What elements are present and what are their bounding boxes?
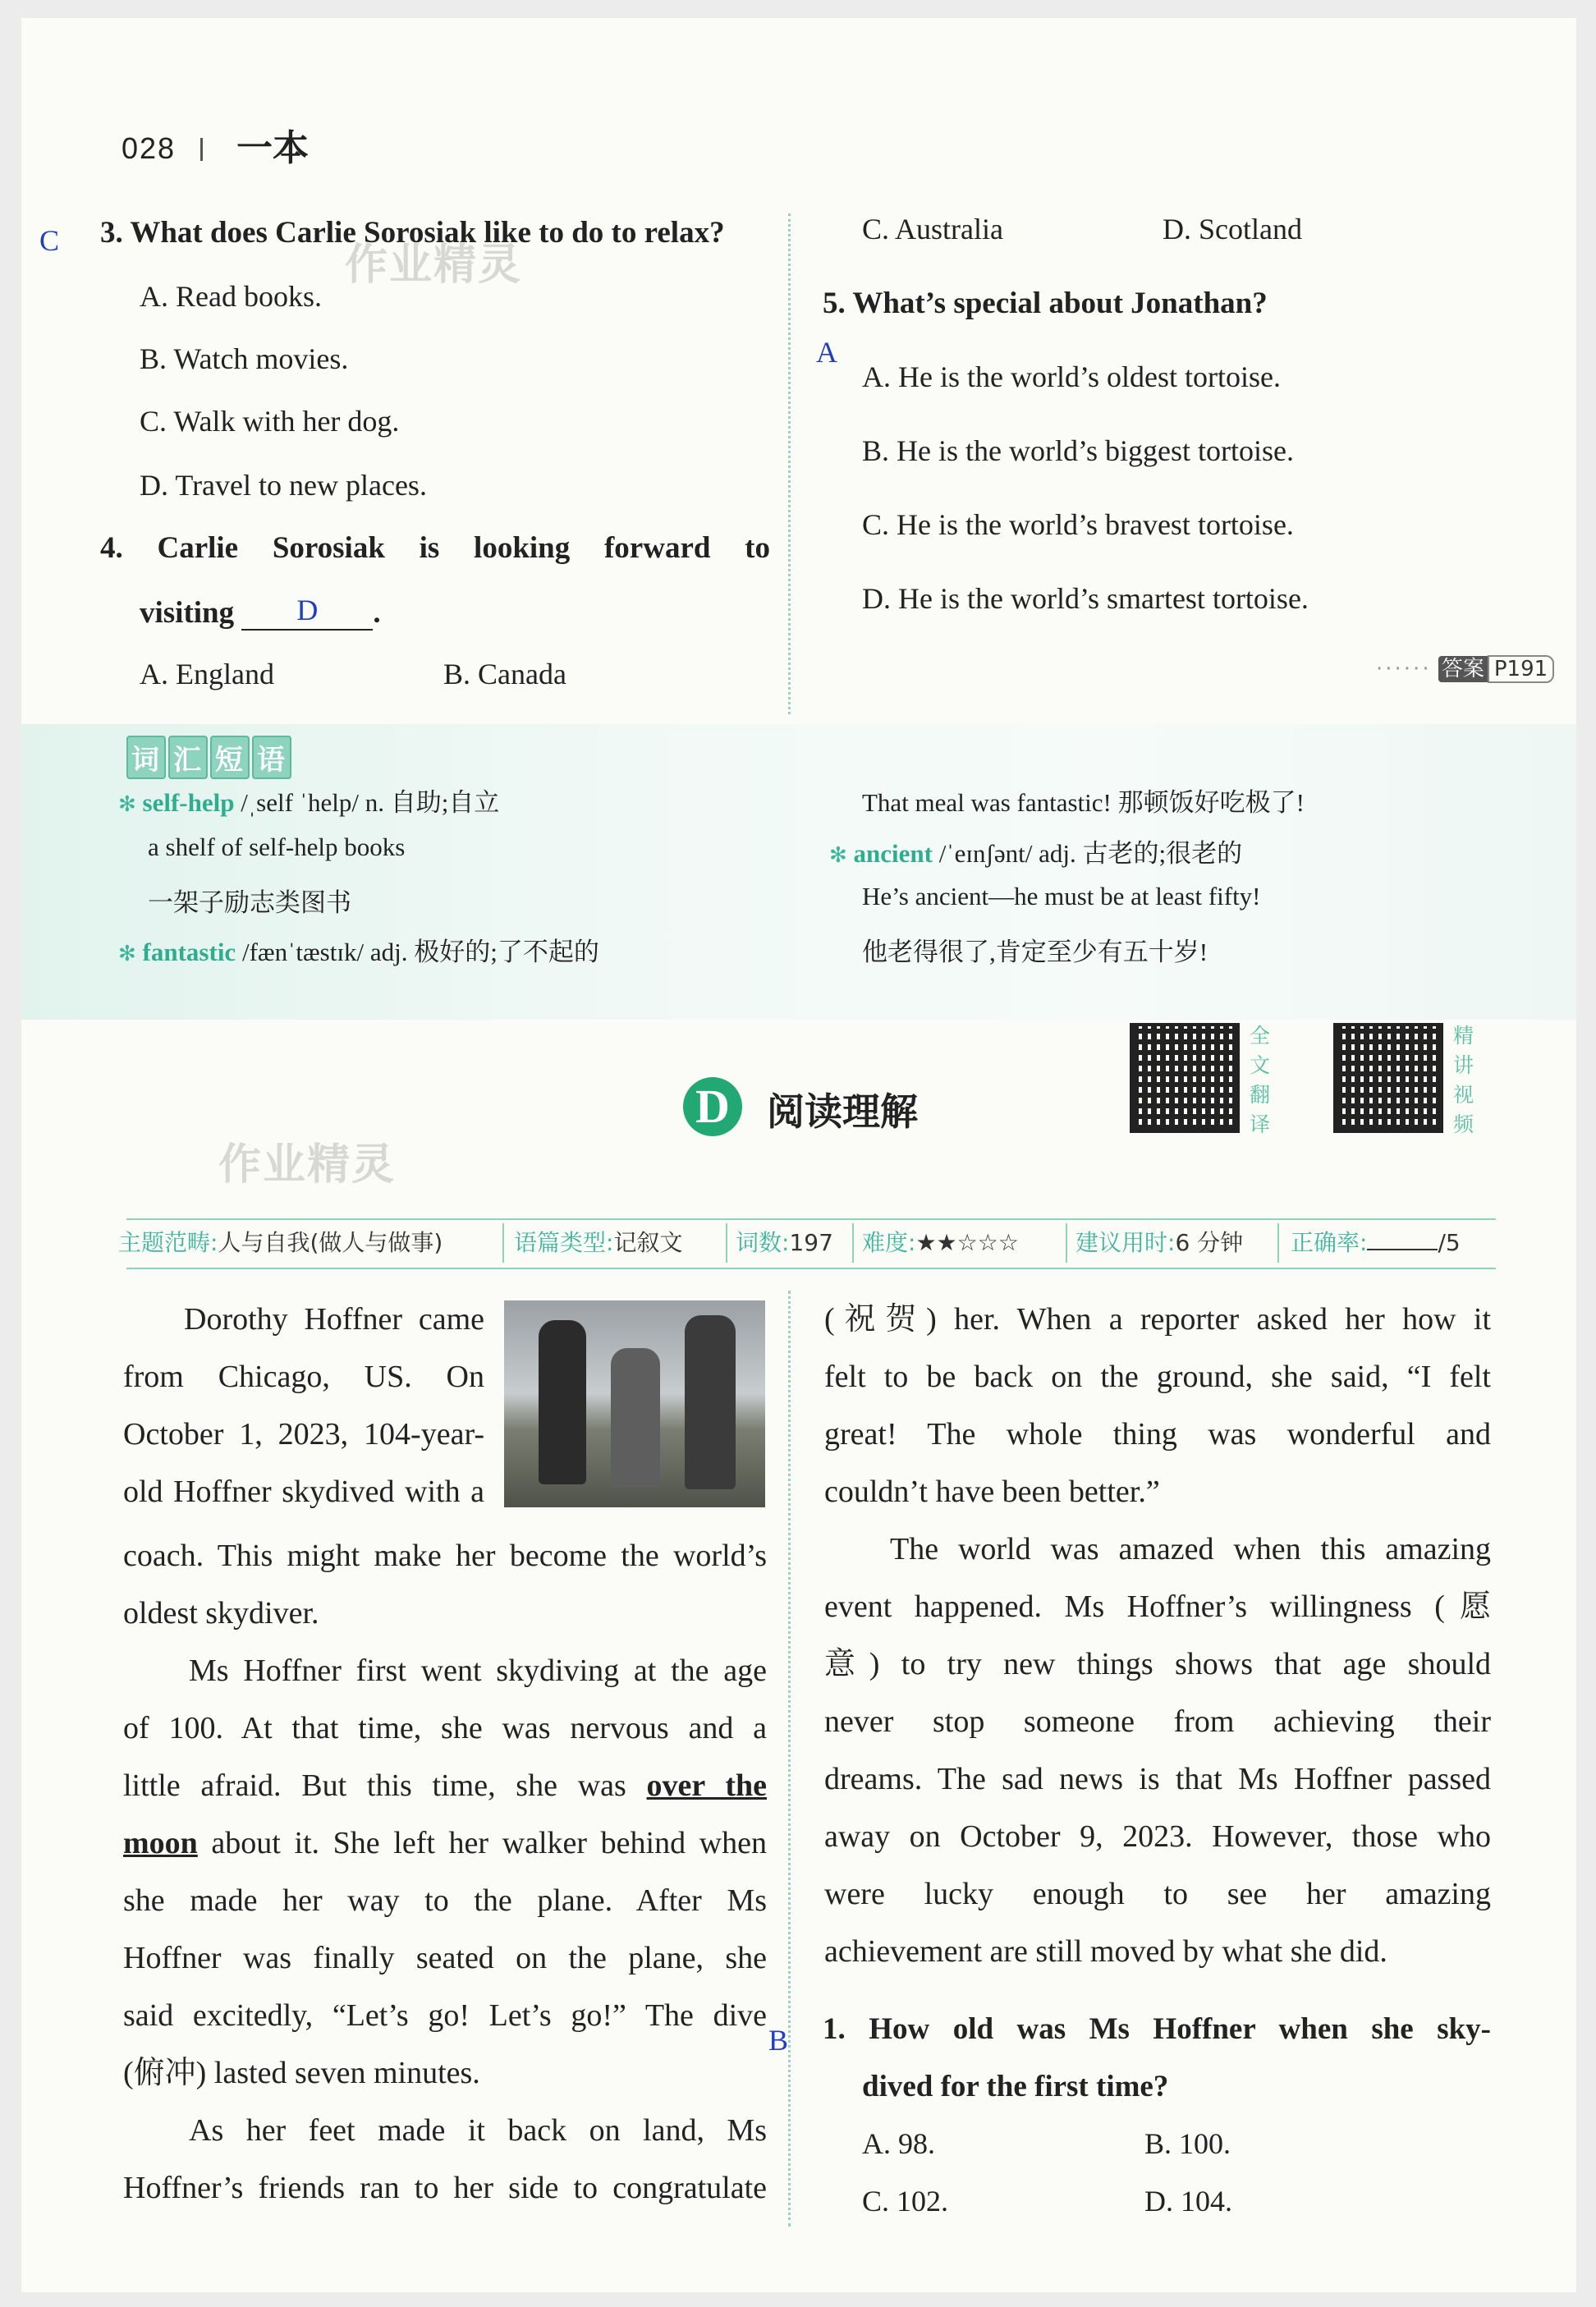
meta-separator [502,1223,504,1263]
q4-suffix: . [373,596,381,630]
highlighted-phrase: over the [646,1768,767,1803]
passage-line: of 100. At that time, she was nervous and a [123,1711,767,1745]
passage-line: Hoffner’s friends ran to her side to congratulate [123,2171,767,2205]
vocab-definition: /ˌself ˈhelp/ n. 自助;自立 [234,788,500,817]
bullet-icon: ✻ [829,843,847,867]
passage-line: achievement are still moved by what she did. [824,1934,1387,1969]
passage-line: never stop someone from achieving their [824,1704,1491,1739]
qr-label-char: 视 [1453,1083,1474,1107]
question-4-line1: 4. Carlie Sorosiak is looking forward to [100,531,770,565]
q3-option-a: A. Read books. [140,280,322,313]
q4-option-a: A. England [140,658,274,690]
meta-separator [726,1223,727,1263]
qr-code-video[interactable] [1333,1023,1443,1133]
passage-line: great! The whole thing was wonderful and [824,1417,1491,1452]
passage-line: away on October 9, 2023. However, those who [824,1819,1491,1854]
q3-option-c: C. Walk with her dog. [140,405,400,438]
answer-page: P191 [1488,655,1554,683]
section-letter-badge: D [683,1077,742,1136]
accuracy-blank [1367,1227,1438,1250]
passage-text: little afraid. But this time, she was [123,1768,647,1803]
passage-text: about it. She left her walker behind when [197,1826,767,1860]
vocab-example: a shelf of self-help books [148,832,406,861]
photo-figure [611,1348,660,1488]
q4-blank [241,593,373,631]
passage-line: were lucky enough to see her amazing [824,1877,1491,1911]
d-q1-option-c: C. 102. [862,2185,949,2218]
meta-key: 主题范畴: [118,1229,218,1256]
brand-logo: 一本 [236,127,309,169]
qr-code-translation[interactable] [1130,1023,1240,1133]
watermark: 作业精灵 [345,241,523,290]
q5-option-a: A. He is the world’s oldest tortoise. [862,360,1281,393]
qr-label-char: 文 [1250,1053,1271,1077]
q3-option-d: D. Travel to new places. [140,469,427,502]
q4-option-b: B. Canada [443,658,566,690]
meta-value: ★★☆☆☆ [915,1229,1019,1256]
q5-option-c: C. He is the world’s bravest tortoise. [862,508,1294,541]
qr-label-char: 讲 [1453,1053,1474,1077]
question-5: 5. What’s special about Jonathan? [823,287,1268,320]
vocab-title-char: 汇 [168,736,208,779]
section-title: 阅读理解 [767,1089,918,1134]
bullet-icon: ✻ [118,942,136,965]
passage-line: October 1, 2023, 104-year- [123,1417,484,1452]
meta-genre [514,1225,682,1258]
highlighted-phrase: moon [123,1826,198,1860]
passage-line: said excitedly, “Let’s go! Let’s go!” The dive [123,1998,767,2033]
answer-mark-q3: C [39,224,60,257]
q4-option-c: C. Australia [862,213,1003,245]
qr-label-char: 精 [1453,1024,1474,1048]
qr-label-char: 全 [1250,1024,1271,1048]
passage-line: (祝贺) her. When a reporter asked her how it [824,1302,1491,1337]
qr-label-video [1453,1021,1478,1140]
meta-bottom-rule [126,1268,1496,1269]
vocab-example: That meal was fantastic! 那顿饭好吃极了! [862,788,1305,817]
q4-prefix: visiting [140,596,235,630]
passage-line [123,1757,767,1814]
vocab-definition: /fænˈtæstɪk/ adj. 极好的;了不起的 [236,938,599,966]
passage-line [123,1814,767,1872]
vocab-word: ancient [853,839,933,868]
photo-figure [539,1320,586,1484]
q4-option-d: D. Scotland [1163,213,1302,245]
watermark: 作业精灵 [218,1140,397,1190]
meta-key: 正确率: [1291,1229,1368,1256]
passage-line: The world was amazed when this amazing [890,1532,1491,1566]
vocab-entry-fantastic [118,931,599,968]
d-q1-option-d: D. 104. [1144,2185,1232,2218]
q4-blank-answer: D [296,594,319,626]
bullet-icon: ✻ [118,792,136,816]
meta-separator [1277,1223,1279,1263]
d-question-1-line2: dived for the first time? [862,2070,1169,2103]
passage-right [824,1291,1491,1980]
answer-label: 答案 [1438,656,1488,682]
vocab-word: fantastic [142,938,236,966]
vocab-title-char: 词 [126,736,166,779]
question-3: 3. What does Carlie Sorosiak like to do to relax? [100,216,725,250]
column-divider-bottom [788,1291,791,2227]
passage-line: from Chicago, US. On [123,1360,484,1394]
meta-top-rule [126,1218,1496,1220]
passage-line: 意) to try new things shows that age should [824,1647,1491,1681]
answer-reference [1376,652,1554,682]
meta-time [1075,1225,1243,1258]
passage-left-intro [123,1291,484,1520]
meta-value: 6 分钟 [1175,1229,1244,1256]
passage-line: event happened. Ms Hoffner’s willingness (愿 [824,1589,1491,1624]
qr-label-char: 译 [1250,1112,1271,1136]
qr-label-char: 翻 [1250,1083,1271,1107]
meta-value: /5 [1438,1229,1461,1256]
passage-left-body [123,1527,767,2217]
passage-line: Dorothy Hoffner came [184,1302,484,1337]
meta-key: 语篇类型: [514,1229,614,1256]
q5-option-b: B. He is the world’s biggest tortoise. [862,434,1294,467]
passage-line: dreams. The sad news is that Ms Hoffner passed [824,1762,1491,1796]
meta-key: 词数: [736,1229,790,1256]
qr-label-char: 频 [1453,1112,1474,1136]
passage-line: As her feet made it back on land, Ms [189,2113,767,2148]
vocab-title [126,736,294,779]
meta-value: 197 [789,1229,833,1256]
vocab-entry-ancient [829,832,1242,869]
skydiving-photo [504,1300,765,1507]
question-4-line2 [140,593,381,631]
meta-difficulty [862,1225,1019,1258]
d-q1-option-b: B. 100. [1144,2127,1231,2160]
meta-word-count [736,1225,833,1258]
meta-key: 难度: [862,1229,916,1256]
q3-option-b: B. Watch movies. [140,342,349,375]
vocab-example-translation: 他老得很了,肯定至少有五十岁! [862,938,1208,966]
meta-separator [1066,1223,1067,1263]
passage-line: (俯冲) lasted seven minutes. [123,2056,480,2090]
passage-line: felt to be back on the ground, she said, “I felt [824,1360,1491,1394]
meta-value: 记叙文 [613,1229,683,1256]
page-number: 028 [122,131,177,165]
vocab-example-translation: 一架子励志类图书 [148,888,351,917]
passage-line: oldest skydiver. [123,1596,319,1630]
meta-value: 人与自我(做人与做事) [218,1229,443,1256]
vocab-title-char: 语 [252,736,291,779]
answer-mark-q5: A [816,336,837,369]
qr-label-translation [1250,1021,1274,1140]
meta-theme [118,1225,443,1258]
meta-key: 建议用时: [1075,1229,1176,1256]
q5-option-d: D. He is the world’s smartest tortoise. [862,582,1309,615]
passage-line: couldn’t have been better.” [824,1475,1160,1509]
page [21,18,1576,2292]
d-q1-option-a: A. 98. [862,2127,935,2160]
meta-separator [852,1223,854,1263]
vocab-entry-self-help [118,782,499,819]
passage-line: coach. This might make her become the world’s [123,1539,767,1573]
passage-line: old Hoffner skydived with a [123,1475,484,1509]
vocab-title-char: 短 [210,736,250,779]
vocab-example: He’s ancient—he must be at least fifty! [862,882,1261,910]
passage-line: Hoffner was finally seated on the plane, she [123,1941,767,1975]
vocab-word: self-help [142,788,235,817]
passage-line: Ms Hoffner first went skydiving at the age [189,1653,767,1688]
passage-line: she made her way to the plane. After Ms [123,1883,767,1918]
meta-accuracy [1291,1225,1461,1258]
d-question-1-line1: 1. How old was Ms Hoffner when she sky- [823,2012,1491,2046]
column-divider-top [788,213,791,714]
photo-figure [685,1315,736,1489]
leader-dots: ······ [1376,657,1432,681]
vocab-definition: /ˈeɪnʃənt/ adj. 古老的;很老的 [932,839,1243,868]
answer-mark-d-q1: B [768,2024,789,2057]
header-divider [200,138,203,161]
